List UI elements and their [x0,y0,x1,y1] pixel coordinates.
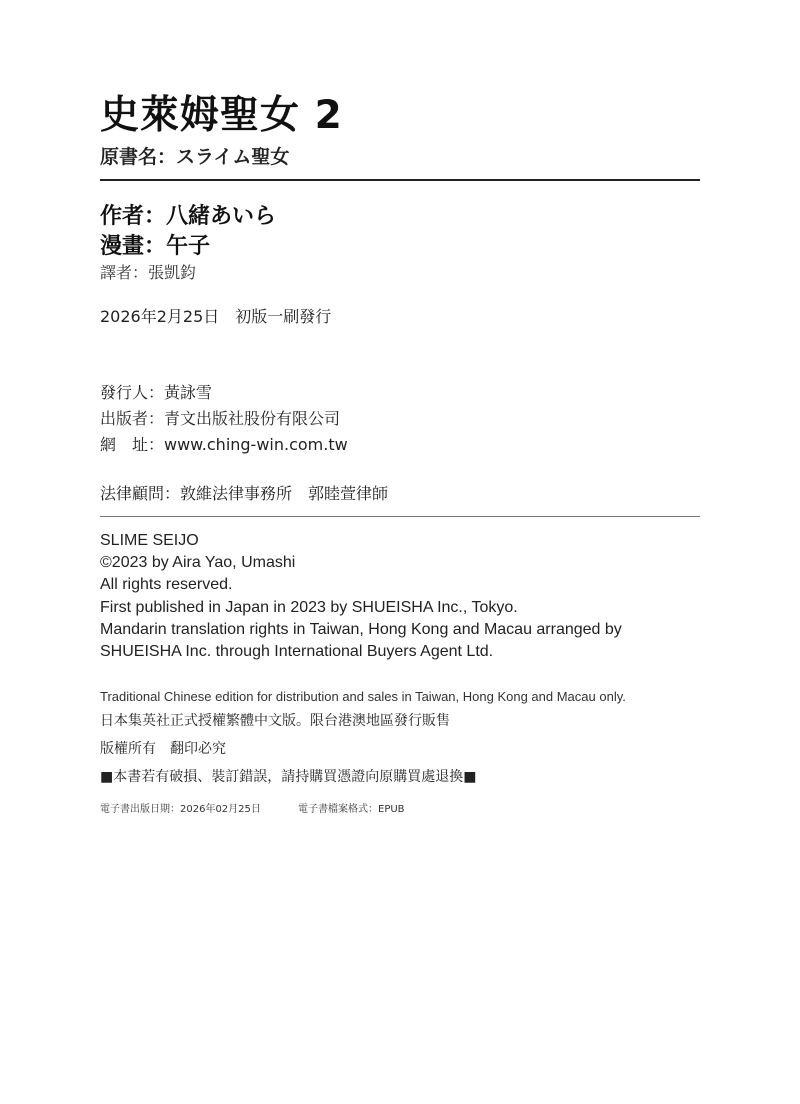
ebook-publish-date: 電子書出版日期：2026年02月25日 [100,804,261,815]
website-line: 網 址：www.ching-win.com.tw [100,435,348,454]
publisher-line: 出版者：青文出版社股份有限公司 [100,409,341,428]
edition-notice-zh: 日本集英社正式授權繁體中文版。限台港澳地區發行販售 [100,713,450,729]
legal-counsel: 法律顧問：敦維法律事務所 郭睦萱律師 [100,484,389,503]
rights-reserved: 版權所有 翻印必究 [100,741,226,757]
translator-credit: 譯者：張凱鈞 [100,263,197,282]
edition-notice-en: Traditional Chinese edition for distribution and sales in Taiwan, Hong Kong and Macau only. [100,689,626,704]
copyright-en-line: All rights reserved. [100,576,233,593]
issuer-line: 發行人：黃詠雪 [100,383,213,402]
publication-date: 2026年2月25日 初版一刷發行 [100,307,332,326]
copyright-en-line: SHUEISHA Inc. through International Buyers Agent Ltd. [100,643,494,660]
copyright-en-line: ©2023 by Aira Yao, Umashi [100,554,296,571]
copyright-en-line: Mandarin translation rights in Taiwan, Hong Kong and Macau arranged by [100,621,622,638]
artist-credit: 漫畫：午子 [100,234,211,259]
divider-thick [100,179,700,181]
author-credit: 作者：八緒あいら [100,204,277,229]
book-title: 史萊姆聖女 2 [100,93,343,138]
ebook-format: 電子書檔案格式：EPUB [298,804,405,815]
defect-notice: ■本書若有破損、裝訂錯誤，請持購買憑證向原購買處退換■ [100,769,477,785]
original-title: 原書名：スライム聖女 [100,146,290,168]
copyright-en-line: SLIME SEIJO [100,532,199,549]
copyright-en-line: First published in Japan in 2023 by SHUEISHA Inc., Tokyo. [100,599,518,616]
divider-thin [100,516,700,517]
